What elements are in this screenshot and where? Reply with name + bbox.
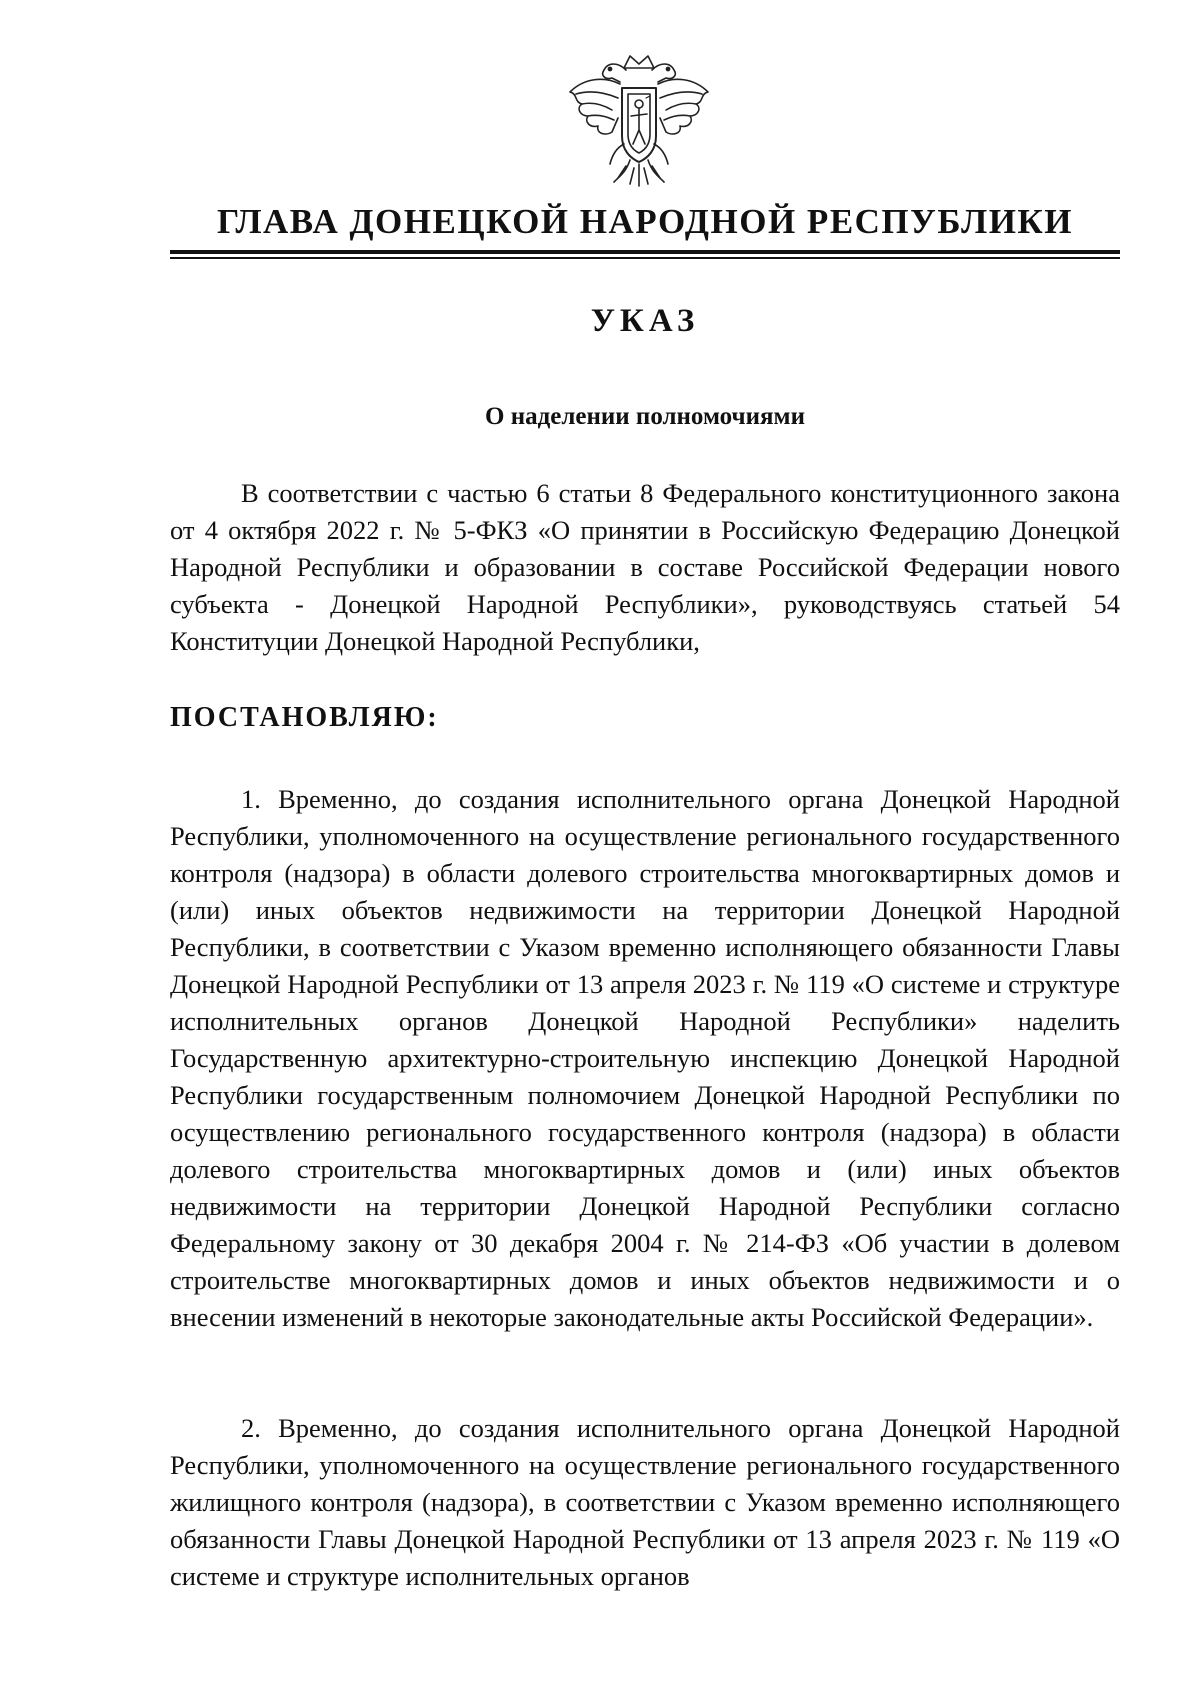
clause-1-paragraph: 1. Временно, до создания исполнительного органа Донецкой Народной Республики, уполномоченного на осуществление регионального государственного контроля (надзора) в области долевого строительства многоквартирных домов и (или) иных объектов недвижимости на территории Донецкой Народной Республики, в соответствии с Указом временно исполняющего обязанности Главы Донецкой Народной Республики от 13 апреля 2023 г. № 119 «О системе и структуре исполнительных органов Донецкой Народной Республики» наделить Государственную архитектурно-строительную инспекцию Донецкой Народной Республики государственным полномочием Донецкой Народной Республики по осуществлению регионального государственного контроля (надзора) в области долевого строительства многоквартирных домов и (или) иных объектов недвижимости на территории Донецкой Народной Республики согласно Федеральному закону от 30 декабря 2004 г. № 214-ФЗ «Об участии в долевом строительстве многоквартирных домов и иных объектов недвижимости и о внесении изменений в некоторые законодательные акты Российской Федерации».: [170, 784, 1120, 1332]
issuing-authority-heading: ГЛАВА ДОНЕЦКОЙ НАРОДНОЙ РЕСПУБЛИКИ: [216, 202, 1074, 241]
header-double-rule-thin: [170, 257, 1120, 259]
dpr-coat-of-arms-eagle-icon: [560, 48, 718, 194]
preamble-paragraph: В соответствии с частью 6 статьи 8 Федерального конституционного закона от 4 октября 2022 г. № 5-ФКЗ «О принятии в Российскую Федерацию Донецкой Народной Республики и образовании в составе Российской Федерации нового субъекта - Донецкой Народной Республики», руководствуясь статьей 54 Конституции Донецкой Народной Республики,: [170, 478, 1120, 656]
header-double-rule-thick: [170, 250, 1120, 254]
document-subject: О наделении полномочиями: [485, 403, 805, 430]
clause-2-paragraph: 2. Временно, до создания исполнительного органа Донецкой Народной Республики, уполномоченного на осуществление регионального государственного жилищного контроля (надзора), в соответствии с Указом временно исполняющего обязанности Главы Донецкой Народной Республики от 13 апреля 2023 г. № 119 «О системе и структуре исполнительных органов: [170, 1413, 1120, 1591]
resolve-heading: ПОСТАНОВЛЯЮ:: [170, 702, 439, 733]
document-type-title: УКАЗ: [590, 303, 700, 339]
